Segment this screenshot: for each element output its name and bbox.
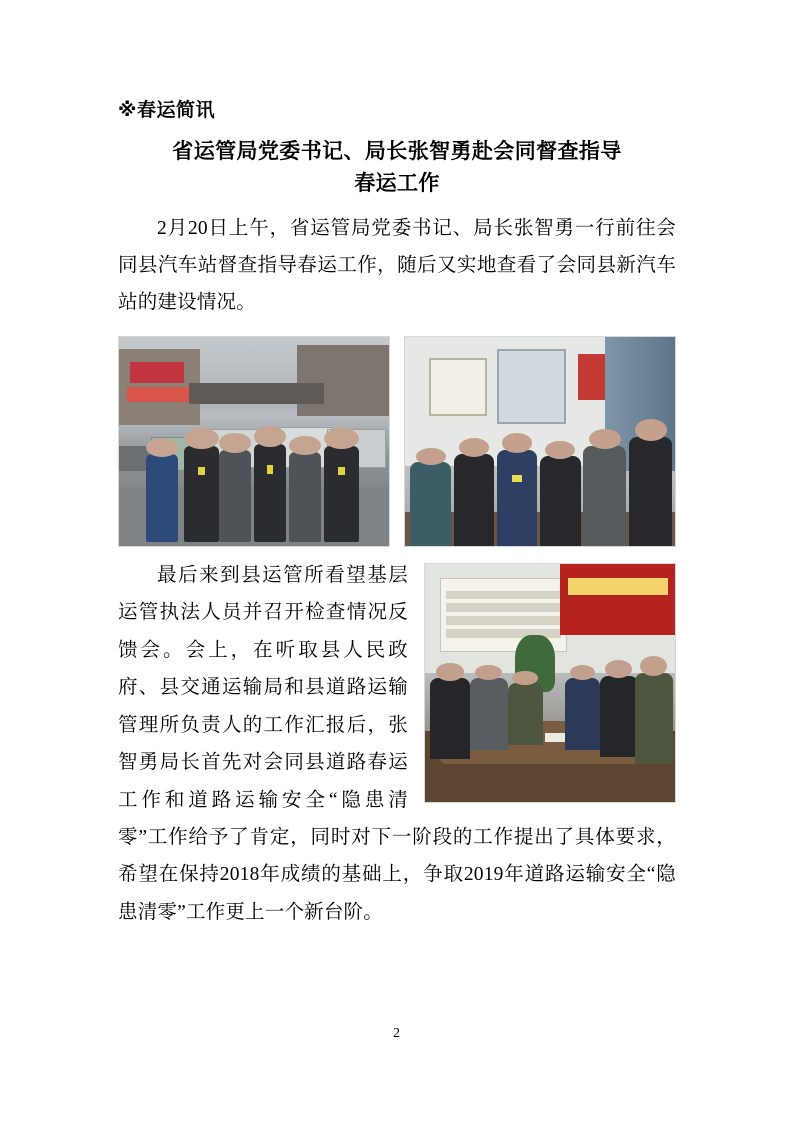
page-title-line2: 春运工作 bbox=[354, 171, 440, 196]
figure-row bbox=[118, 336, 676, 547]
page-title bbox=[118, 135, 676, 200]
document-content bbox=[118, 96, 676, 931]
section-kicker: ※春运简讯 bbox=[118, 99, 215, 121]
page-number: 2 bbox=[393, 1026, 400, 1041]
paragraph-1: 2月20日上午，省运管局党委书记、局长张智勇一行前往会同县汽车站督查指导春运工作，随后又实地查看了会同县新汽车站的建设情况。 bbox=[118, 217, 676, 314]
paragraph-2-block bbox=[118, 557, 676, 931]
page-title-line1: 省运管局党委书记、局长张智勇赴会同督查指导 bbox=[172, 138, 622, 163]
photo-bus-station bbox=[118, 336, 390, 547]
photo-office-inspection bbox=[404, 336, 676, 547]
paragraph-2: 最后来到县运管所看望基层运管执法人员并召开检查情况反馈会。会上，在听取县人民政府、县交通运输局和县道路运输管理所负责人的工作汇报后，张智勇局长首先对会同县道路春运工作和道路运输安全“隐患清零”工作给予了肯定，同时对下一阶段的工作提出了具体要求，希望在保持2018年成绩的基础上，争取2019年道路运输安全“隐患清零”工作更上一个新台阶。 bbox=[118, 564, 676, 923]
photo-feedback-meeting bbox=[424, 563, 676, 803]
